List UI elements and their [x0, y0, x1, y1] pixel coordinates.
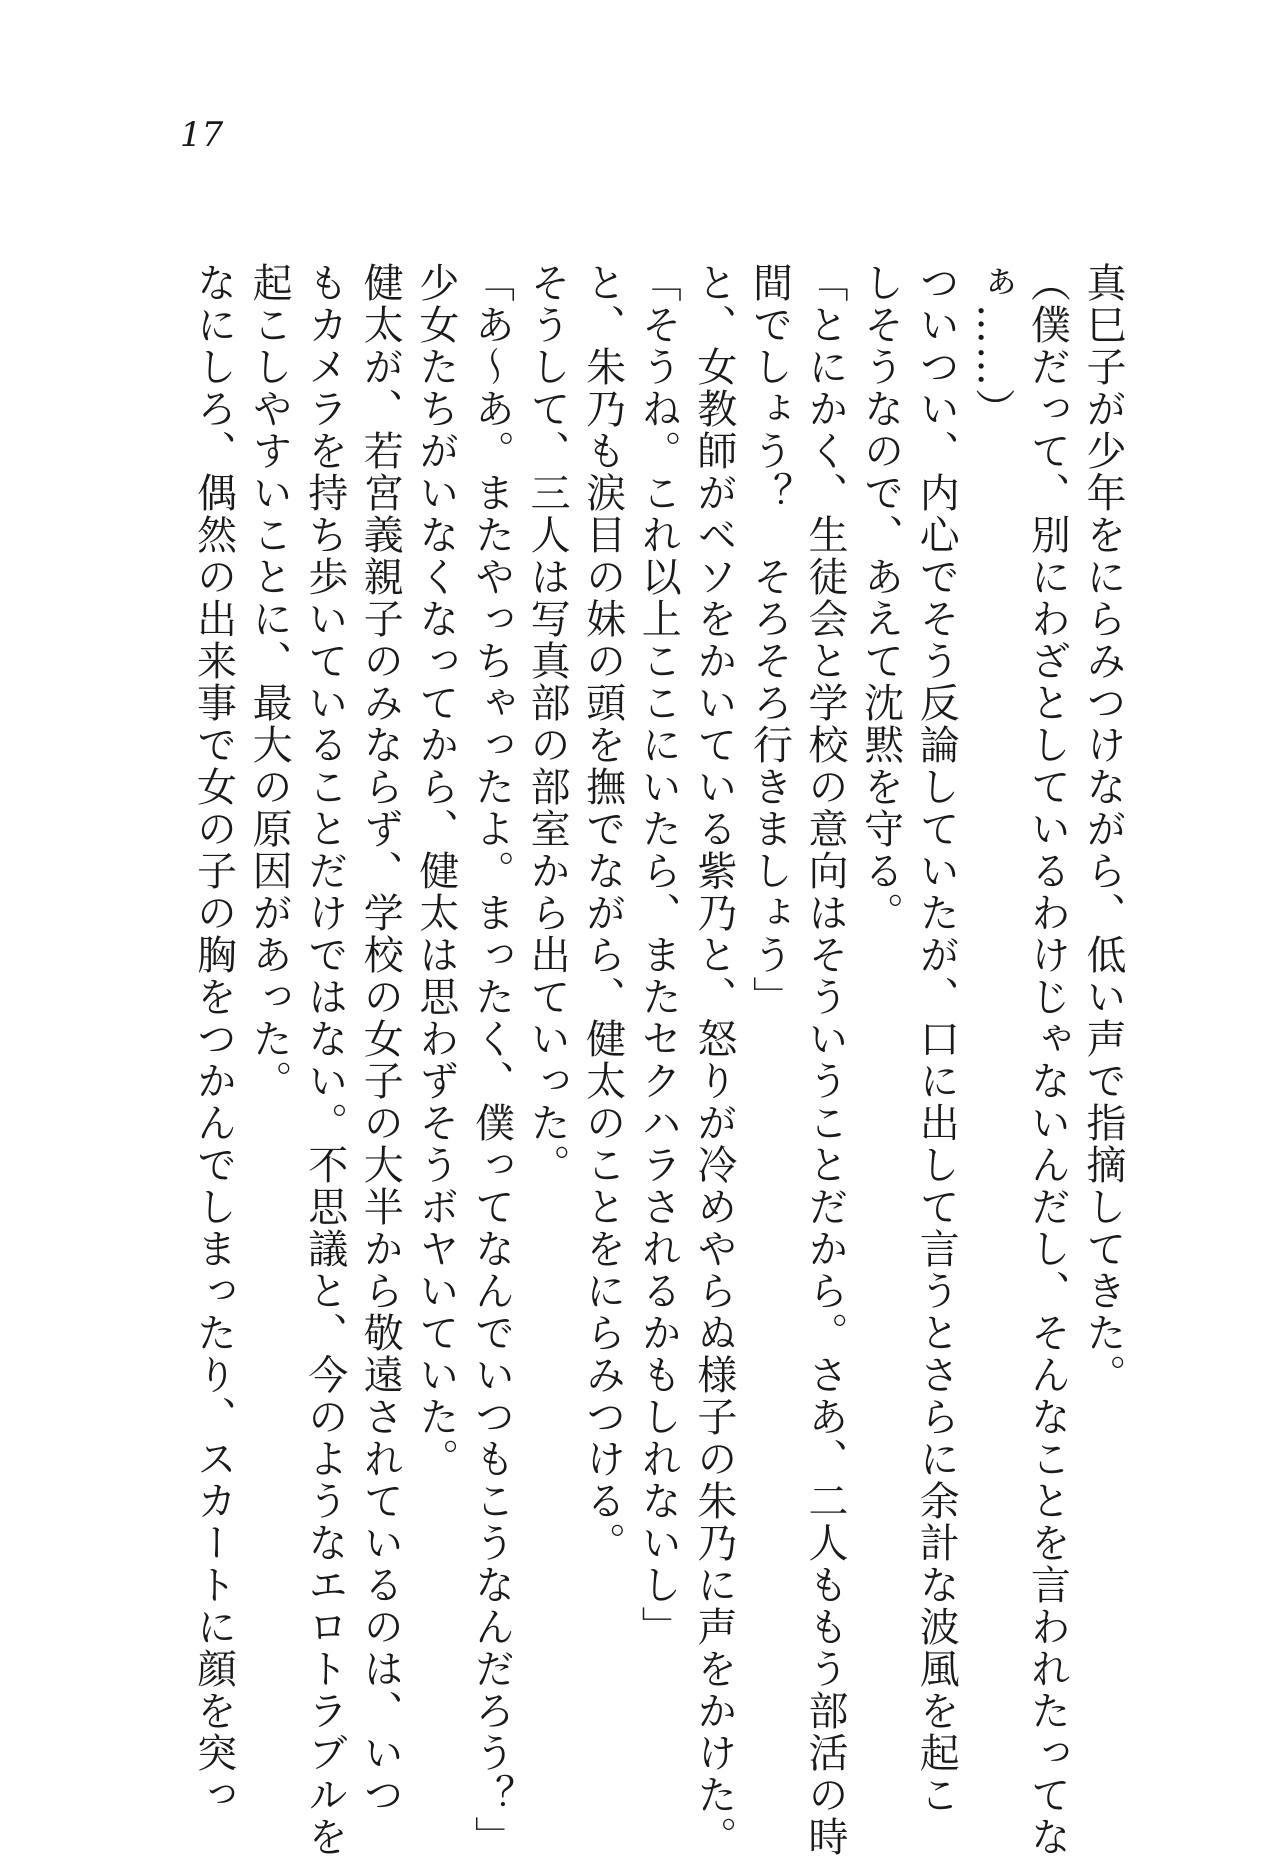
text-line: と、女教師がベソをかいている紫乃と、怒りが冷めやらぬ様子の朱乃に声をかけた。	[690, 262, 737, 1858]
text-line: 「とにかく、生徒会と学校の意向はそういうことだから。さあ、二人ももう部活の時	[802, 262, 849, 1858]
text-line: 健太が、若宮義親子のみならず、学校の女子の大半から敬遠されているのは、いつ	[357, 262, 404, 1816]
body-text	[130, 262, 1130, 1858]
text-line: 起こしやすいことに、最大の原因があった。	[246, 262, 293, 1102]
text-line: もカメラを持ち歩いていることだけではない。不思議と、今のようなエロトラブルを	[301, 262, 348, 1858]
text-line: と、朱乃も涙目の妹の頭を撫でながら、健太のことをにらみつける。	[579, 262, 626, 1564]
page-number: 17	[180, 115, 224, 155]
text-line: そうして、三人は写真部の部室から出ていった。	[524, 262, 571, 1186]
text-line: （僕だって、別にわざとしているわけじゃないんだし、そんなことを言われたってな	[1024, 262, 1071, 1858]
text-line: しそうなので、あえて沈黙を守る。	[857, 262, 904, 934]
text-line: 真巳子が少年をにらみつけながら、低い声で指摘してきた。	[1080, 262, 1126, 1396]
text-line: 少女たちがいなくなってから、健太は思わずそうボヤいていた。	[412, 262, 459, 1480]
text-line: ついつい、内心でそう反論していたが、口に出して言うとさらに余計な波風を起こ	[913, 262, 960, 1816]
text-line: なにしろ、偶然の出来事で女の子の胸をつかんでしまったり、スカートに顔を突っ	[190, 262, 237, 1816]
text-line: 「そうね。これ以上ここにいたら、またセクハラされるかもしれないし」	[635, 262, 682, 1648]
text-line: 「あ～あ。またやっちゃったよ。まったく、僕ってなんでいつもこうなんだろう？」	[468, 262, 515, 1858]
text-line: 間でしょう？ そろそろ行きましょう」	[746, 262, 793, 1018]
text-line: ぁ……）	[968, 262, 1015, 430]
